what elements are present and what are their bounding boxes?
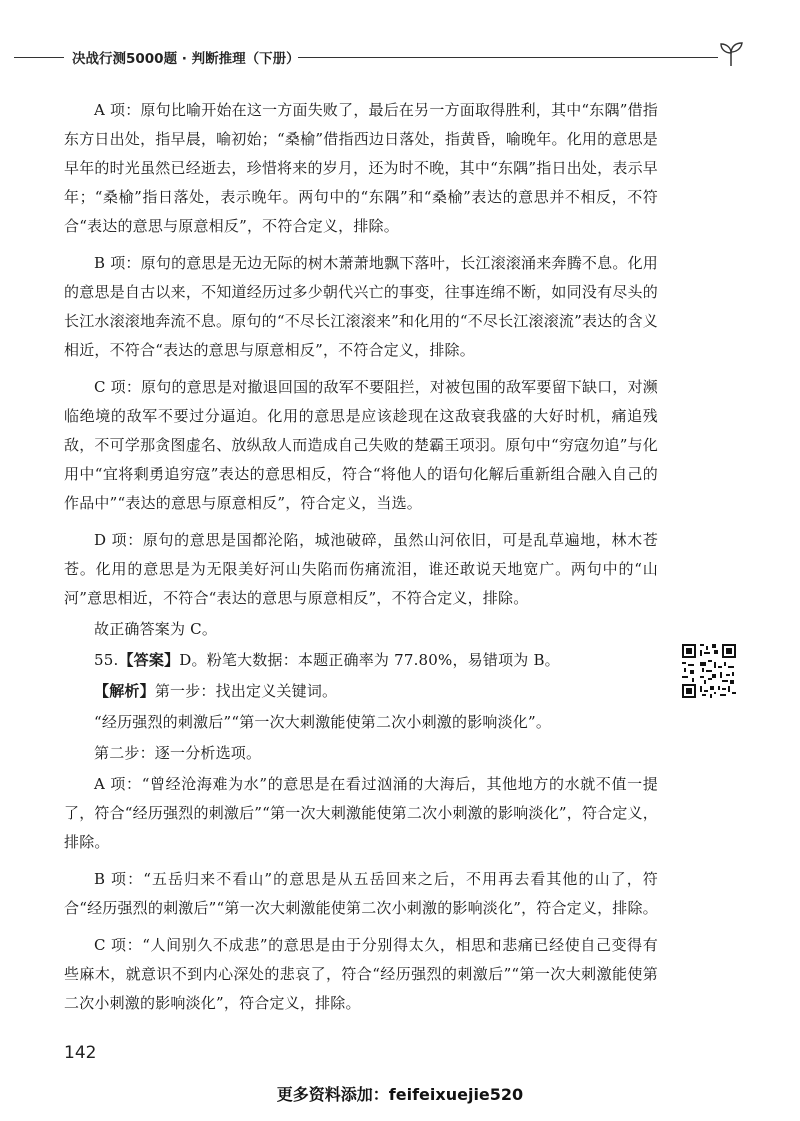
q55-option-b-paragraph: B 项：“五岳归来不看山”的意思是从五岳回来之后，不用再去看其他的山了，符合“经历强烈的刺激后”“第一次大刺激能使第二次小刺激的影响淡化”，符合定义，排除。 (64, 870, 658, 917)
analysis-step-1 (64, 677, 658, 706)
header-rule-right (298, 57, 718, 58)
correct-answer-line: 故正确答案为 C。 (94, 620, 218, 638)
q55-option-c-paragraph: C 项：“人间别久不成悲”的意思是由于分别得太久，相思和悲痛已经使自己变得有些麻木，就意识不到内心深处的悲哀了，符合“经历强烈的刺激后”“第一次大刺激能使第二次小刺激的影响淡化”，符合定义，排除。 (64, 936, 658, 1012)
book-title: 决战行测5000题 · 判断推理（下册） (72, 51, 300, 67)
answer-text: D。粉笔大数据：本题正确率为 77.80%，易错项为 B。 (179, 651, 560, 669)
qr-code-icon (680, 642, 738, 700)
answer-tag: 【答案】 (118, 651, 180, 669)
option-c-paragraph: C 项：原句的意思是对撤退回国的敌军不要阻拦，对被包围的敌军要留下缺口，对濒临绝境的敌军不要过分逼迫。化用的意思是应该趁现在这敌衰我盛的大好时机，痛追残敌，不可学那贪图虚名、放纵敌人而造成自己失败的楚霸王项羽。原句中“穷寇勿追”与化用中“宜将剩勇追穷寇”表达的意思相反，符合“将他人的语句化解后重新组合融入自己的作品中”“表达的意思与原意相反”，符合定义，当选。 (64, 378, 658, 512)
definition-keywords: “经历强烈的刺激后”“第一次大刺激能使第二次小刺激的影响淡化”。 (94, 713, 552, 731)
question-number: 55. (94, 651, 119, 669)
analysis-step-1-text: 第一步：找出定义关键词。 (154, 682, 338, 700)
q55-option-a-paragraph: A 项：“曾经沧海难为水”的意思是在看过汹涌的大海后，其他地方的水就不值一提了，符合“经历强烈的刺激后”“第一次大刺激能使第二次小刺激的影响淡化”，符合定义，排除。 (64, 775, 658, 851)
sprout-icon (717, 40, 745, 68)
page-header (0, 38, 800, 74)
analysis-step-2: 第二步：逐一分析选项。 (94, 744, 262, 762)
question-55-answer (64, 646, 658, 675)
footer-note: 更多资料添加：feifeixuejie520 (276, 1085, 524, 1104)
page-number: 142 (64, 1043, 97, 1063)
header-rule-left (14, 57, 64, 58)
option-b-paragraph: B 项：原句的意思是无边无际的树木萧萧地飘下落叶，长江滚滚涌来奔腾不息。化用的意思是自古以来，不知道经历过多少朝代兴亡的事变，往事连绵不断，如同没有尽头的长江水滚滚地奔流不息。原句的“不尽长江滚滚来”和化用的“不尽长江滚滚流”表达的含义相近，不符合“表达的意思与原意相反”，不符合定义，排除。 (64, 254, 658, 359)
page-content (64, 96, 658, 1026)
analysis-tag: 【解析】 (94, 682, 155, 700)
option-a-paragraph: A 项：原句比喻开始在这一方面失败了，最后在另一方面取得胜利，其中“东隅”借指东方日出处，指早晨，喻初始；“桑榆”借指西边日落处，指黄昏，喻晚年。化用的意思是早年的时光虽然已经逝去，珍惜将来的岁月，还为时不晚，其中“东隅”指日出处，表示早年；“桑榆”指日落处，表示晚年。两句中的“东隅”和“桑榆”表达的意思并不相反，不符合“表达的意思与原意相反”，不符合定义，排除。 (64, 101, 658, 235)
option-d-paragraph: D 项：原句的意思是国都沦陷，城池破碎，虽然山河依旧，可是乱草遍地，林木苍苍。化用的意思是为无限美好河山失陷而伤痛流泪，谁还敢说天地宽广。两句中的“山河”意思相近，不符合“表达的意思与原意相反”，不符合定义，排除。 (64, 531, 658, 607)
